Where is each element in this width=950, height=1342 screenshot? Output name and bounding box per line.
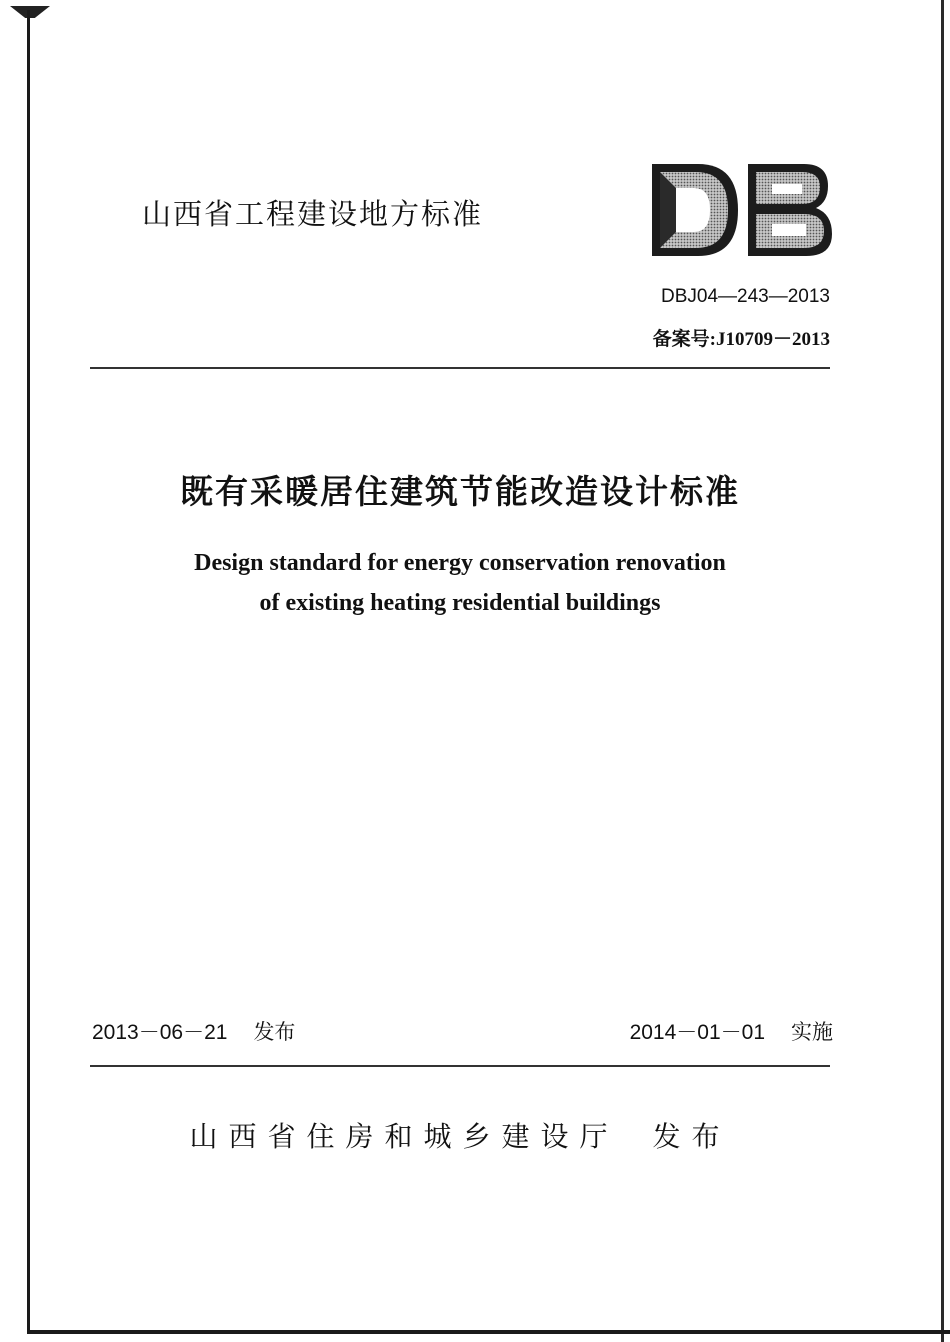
publisher-line xyxy=(0,1115,920,1155)
title-chinese: 既有采暖居住建筑节能改造设计标准 xyxy=(180,472,740,511)
header-divider xyxy=(90,367,830,369)
footer-divider xyxy=(90,1065,830,1067)
scan-edge-right xyxy=(941,0,944,1342)
effective-date-block xyxy=(630,1016,833,1046)
db-logo-text: DB xyxy=(650,160,652,161)
issue-date: 2013－06－21 xyxy=(92,1021,228,1044)
standard-authority: 山西省工程建设地方标准 xyxy=(142,197,484,231)
publisher-name: 山西省住房和城乡建设厅 xyxy=(189,1120,619,1153)
publisher-action: 发布 xyxy=(652,1120,731,1153)
issue-date-block xyxy=(92,1016,295,1046)
record-number: 备案号:J10709－2013 xyxy=(652,329,830,350)
issue-label: 发布 xyxy=(253,1021,296,1044)
title-english-line-1: Design standard for energy conservation renovation xyxy=(194,550,726,576)
db-logo xyxy=(650,160,834,260)
title-english-line-2: of existing heating residential buildings xyxy=(259,590,661,616)
standard-code: DBJ04—243—2013 xyxy=(661,286,830,307)
scan-edge-bottom xyxy=(27,1330,950,1334)
effective-label: 实施 xyxy=(791,1021,833,1044)
effective-date: 2014－01－01 xyxy=(629,1021,765,1044)
